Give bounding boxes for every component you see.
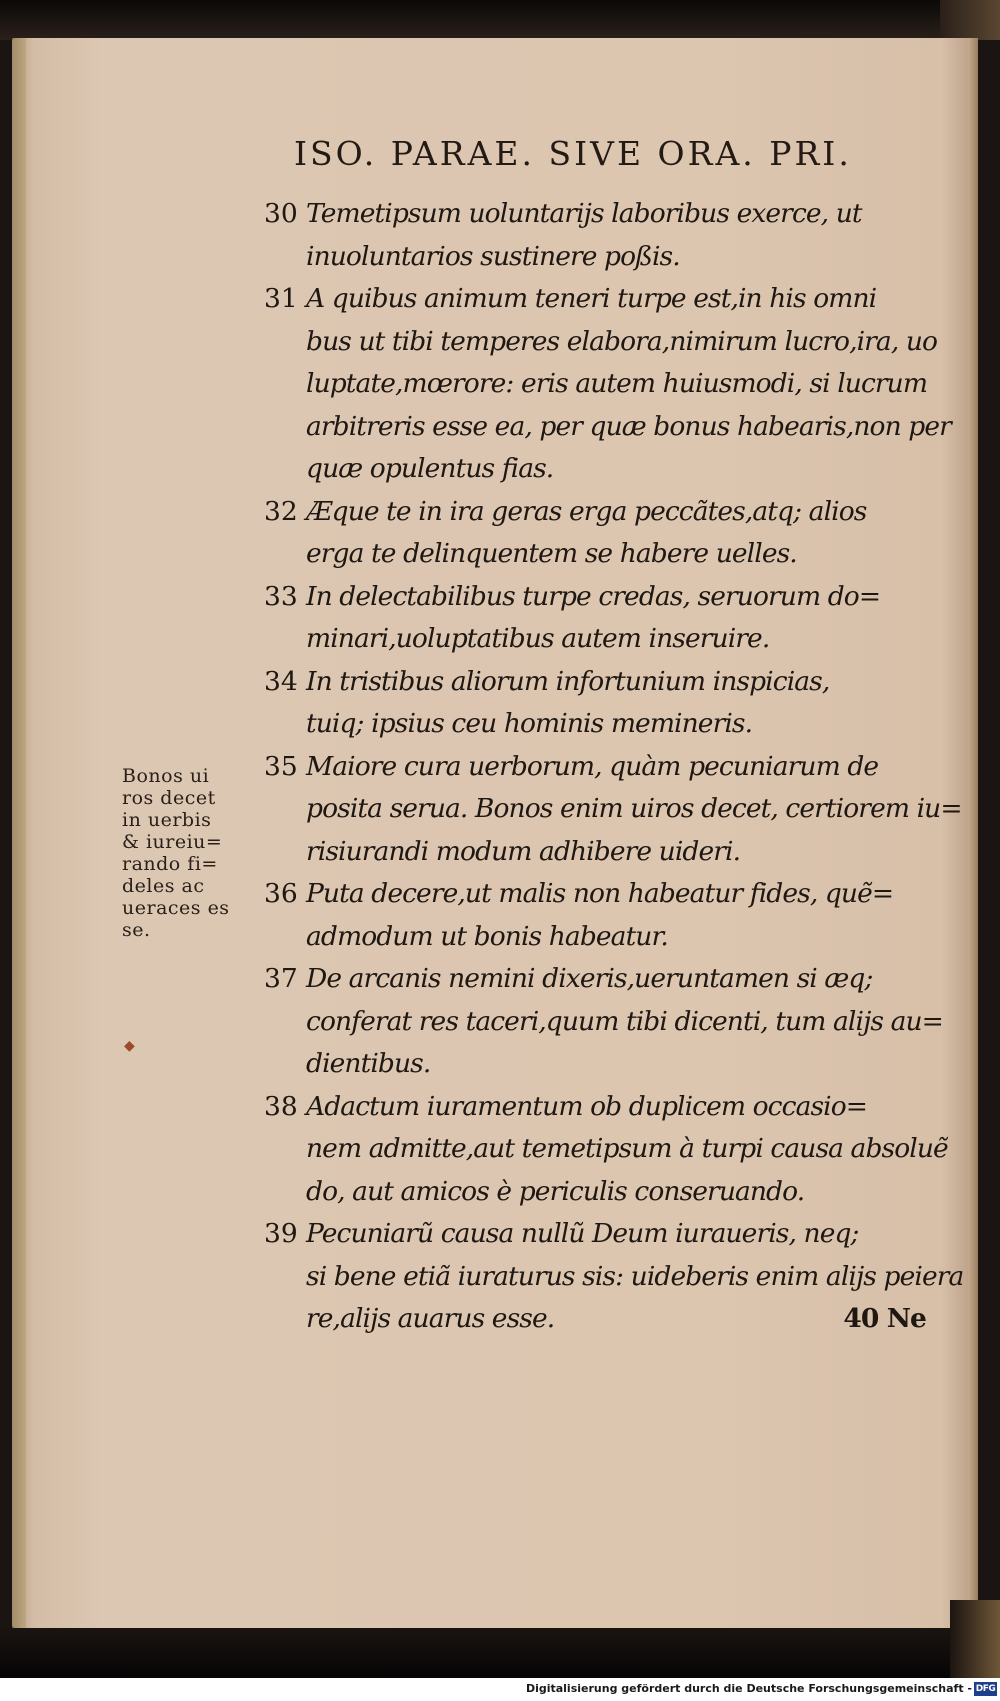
dfg-logo: DFG [975,1684,996,1694]
page-gutter-edge [12,38,26,1628]
sentence-number: 31 [264,283,298,314]
text-line [264,236,944,279]
line-text: erga te delinquentem se habere uelles. [306,538,797,569]
line-text: si bene etiã iuraturus sis: uideberis enim alijs peiera [306,1260,964,1292]
text-line [264,1086,944,1129]
funding-credit: Digitalisierung gefördert durch die Deutsche Forschungsgemeinschaft - [525,1682,972,1695]
text-line [264,746,944,789]
ink-speck-icon: ◆ [124,1038,135,1054]
sentence-number: 39 [264,1218,298,1249]
margin-note-line: rando fi= [122,853,218,875]
text-line [264,1256,964,1299]
line-text: dientibus. [306,1048,431,1079]
line-text: inuoluntarios sustinere poßis. [306,240,680,272]
text-line [264,193,944,236]
body-text [264,193,964,1341]
text-line [264,533,944,576]
sentence-number: 38 [264,1090,298,1122]
line-text: Pecuniarũ causa nullũ Deum iuraueris, neq; [306,1218,859,1249]
sentence-number: 30 [264,198,298,229]
margin-note-line: Bonos ui [122,765,210,787]
text-line [264,448,944,491]
text-line [264,958,944,1001]
text-line [264,1128,948,1171]
margin-note-line: & iureiu= [122,831,223,853]
text-line [264,916,944,959]
text-line [264,1001,944,1044]
sentence-number: 36 [264,878,298,909]
line-text: Puta decere,ut malis non habeatur fides, quẽ= [306,878,894,909]
text-line [264,1171,944,1214]
text-line [264,831,944,874]
line-text: Æque te in ira geras erga peccãtes,atq; alios [306,495,867,527]
line-text: De arcanis nemini dixeris,ueruntamen si æq; [306,963,873,994]
text-line [264,1213,944,1256]
line-text: nem admitte,aut temetipsum à turpi causa absoluẽ [306,1133,948,1164]
line-text: In delectabilibus turpe credas, seruorum do= [306,580,881,612]
margin-note-line: se. [122,919,151,941]
line-text: risiurandi modum adhibere uideri. [306,835,741,867]
text-line [264,278,944,321]
text-line [264,363,944,406]
line-text: do, aut amicos è periculis conseruando. [306,1175,805,1207]
line-text: posita serua. Bonos enim uiros decet, certiorem iu= [306,793,962,824]
line-text: Temetipsum uoluntarijs laboribus exerce, ut [306,198,862,229]
text-line [264,1043,944,1086]
digitization-footer [0,1678,1000,1701]
scan-border-bottom [0,1628,1000,1678]
sentence-number: 35 [264,750,298,782]
text-line [264,618,944,661]
text-line [264,406,951,449]
line-text: Adactum iuramentum ob duplicem occasio= [306,1090,868,1122]
margin-note-line: ros decet [122,787,216,809]
margin-note-line: in uerbis [122,809,212,831]
text-line [264,703,944,746]
line-text: tuiq; ipsius ceu hominis memineris. [306,708,753,739]
margin-note-line: deles ac [122,875,205,897]
line-text: bus ut tibi temperes elabora,nimirum lucro,ira, uo [306,325,938,357]
page-fore-edge [968,38,978,1628]
text-line [264,873,944,916]
line-text: luptate,mœrore: eris autem huiusmodi, si lucrum [306,368,928,399]
line-text: admodum ut bonis habeatur. [306,920,668,952]
scan-corner-top [940,0,1000,40]
sentence-number: 34 [264,665,298,697]
line-text: minari,uoluptatibus autem inseruire. [306,623,770,654]
running-head: ISO. PARAE. SIVE ORA. PRI. [294,134,852,173]
sentence-number: 37 [264,963,298,994]
sentence-number: 33 [264,580,298,612]
margin-note-line: ueraces es [122,897,230,919]
text-line [264,1298,944,1341]
line-text: conferat res taceri,quum tibi dicenti, tum alijs au= [306,1005,943,1037]
line-text: re,alijs auarus esse. [306,1303,555,1334]
line-text: quæ opulentus fias. [306,453,554,484]
line-text: In tristibus aliorum infortunium inspicias, [306,665,830,697]
scan-corner-bottom [950,1600,1000,1678]
line-text: Maiore cura uerborum, quàm pecuniarum de [306,750,879,782]
text-line [264,491,944,534]
line-text: arbitreris esse ea, per quæ bonus habearis,non per [306,410,951,442]
text-line [264,576,944,619]
text-line [264,661,944,704]
sentence-number: 32 [264,495,298,527]
text-line [264,321,944,364]
margin-note [122,765,262,941]
text-line [264,788,962,831]
catchword: 40 Ne [843,1303,926,1334]
scan-border-top [0,0,1000,40]
line-text: A quibus animum teneri turpe est,in his omni [306,283,877,314]
